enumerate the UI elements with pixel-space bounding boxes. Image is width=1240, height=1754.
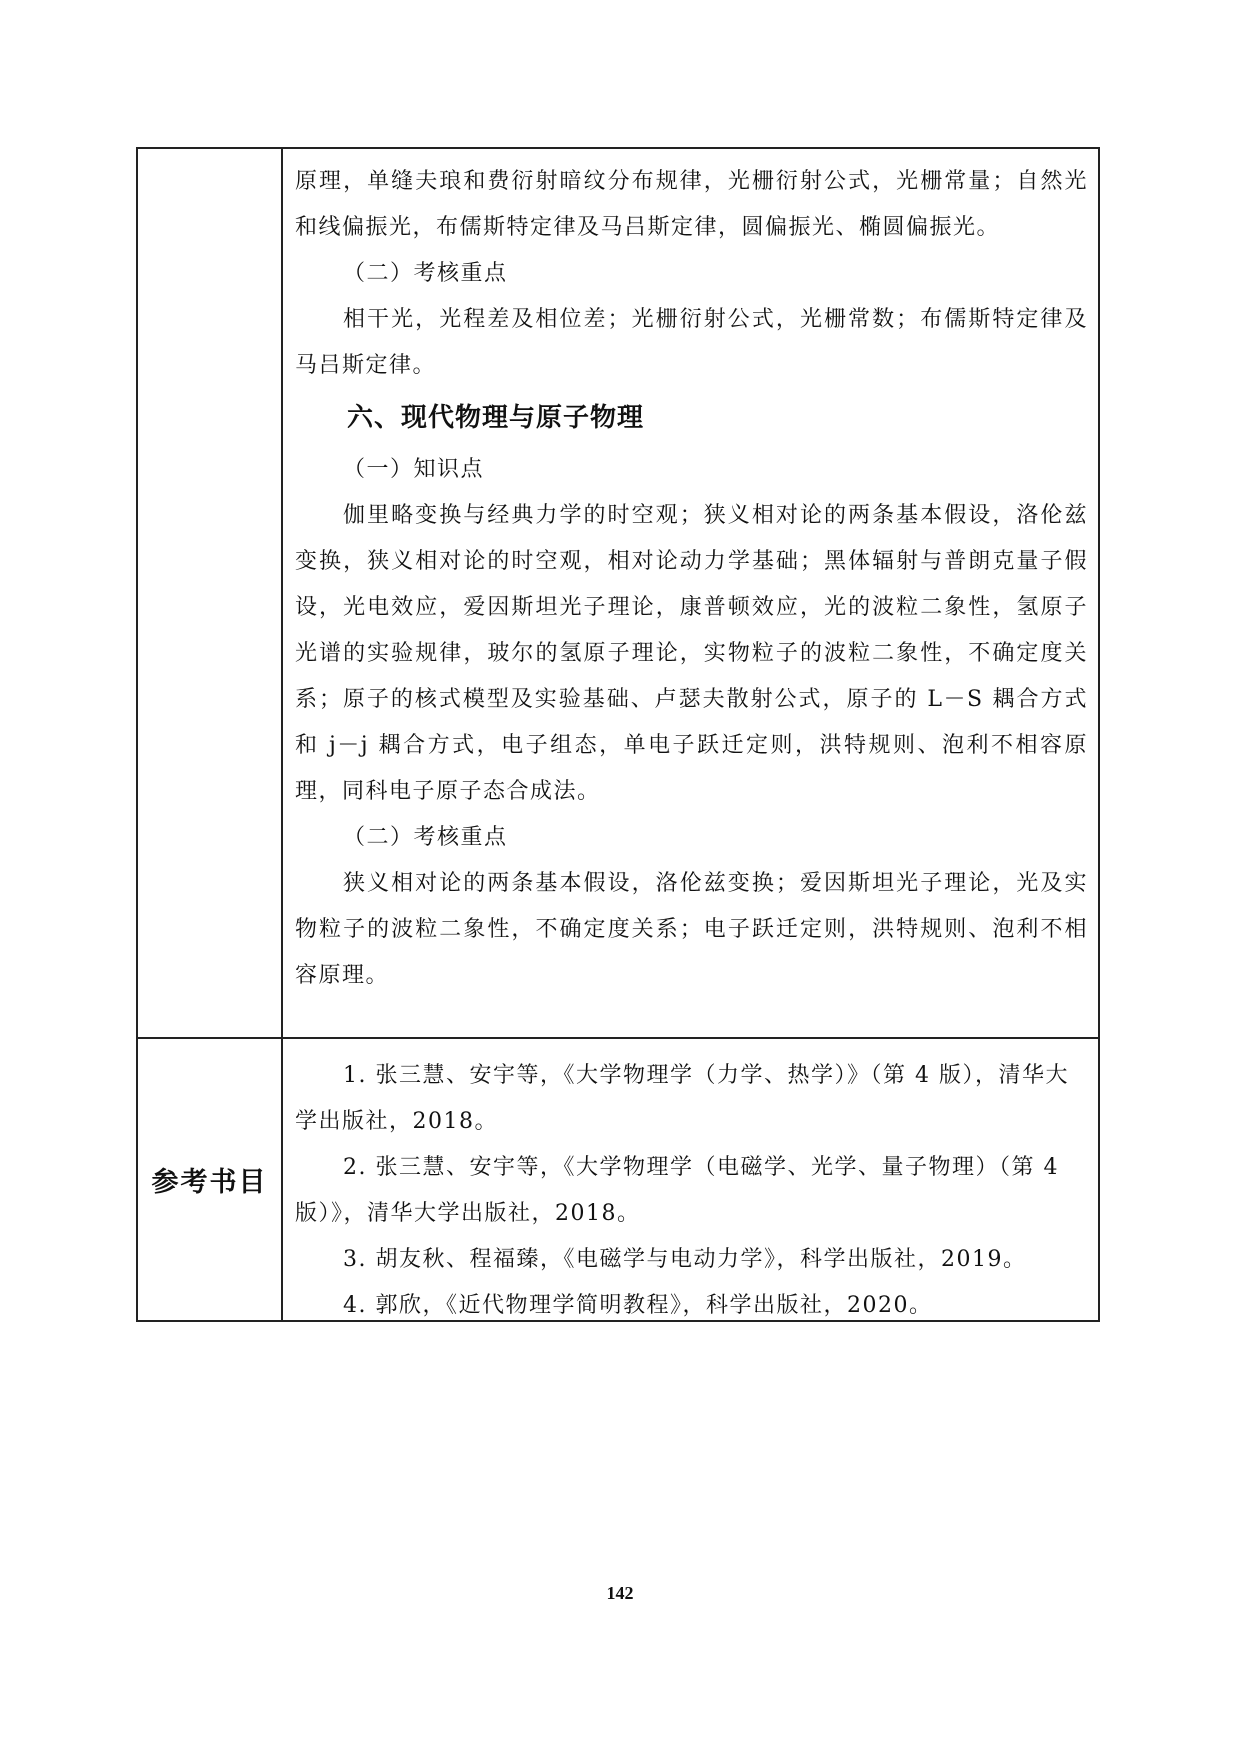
section-assessment-heading: （二）考核重点	[343, 825, 508, 850]
reference-item: 3. 胡友秋、程福臻，《电磁学与电动力学》，科学出版社，2019。	[343, 1247, 1027, 1272]
knowledge-text: 伽里略变换与经典力学的时空观；狭义相对论的两条基本假设，洛伦兹变换，狭义相对论的时空观，相对论动力学基础；黑体辐射与普朗克量子假设，光电效应，爱因斯坦光子理论，康普顿效应，光的波粒二象性，氢原子光谱的实验规律，玻尔的氢原子理论，实物粒子的波粒二象性，不确定度关系；原子的核式模型及实验基础、卢瑟夫散射公式，原子的 L－S 耦合方式和 j－j 耦合方式，电子组态，单电子跃迁定则，洪特规则、泡利不相容原理，同科电子原子态合成法。	[295, 503, 1088, 804]
reference-item: 1. 张三慧、安宇等，《大学物理学（力学、热学）》（第 4 版），清华大学出版社，2018。	[295, 1063, 1069, 1134]
references-label-cell	[138, 1039, 283, 1320]
section-title: 六、现代物理与原子物理	[347, 403, 645, 433]
assessment-heading: （二）考核重点	[343, 261, 508, 286]
content-row	[138, 149, 1098, 1037]
references-label: 参考书目	[151, 1167, 268, 1198]
section-assessment-text: 狭义相对论的两条基本假设，洛伦兹变换；爱因斯坦光子理论，光及实物粒子的波粒二象性，不确定度关系；电子跃迁定则，洪特规则、泡利不相容原理。	[295, 871, 1088, 988]
reference-item: 2. 张三慧、安宇等，《大学物理学（电磁学、光学、量子物理）（第 4 版）》，清华大学出版社，2018。	[295, 1155, 1059, 1226]
content-cell	[283, 149, 1098, 1037]
assessment-text: 相干光，光程差及相位差；光栅衍射公式，光栅常数；布儒斯特定律及马吕斯定律。	[295, 307, 1088, 378]
references-row	[138, 1037, 1098, 1320]
page-number: 142	[606, 1583, 634, 1603]
course-outline-table	[136, 147, 1100, 1322]
reference-item: 4. 郭欣，《近代物理学简明教程》，科学出版社，2020。	[343, 1293, 933, 1318]
empty-label-cell	[138, 149, 283, 1037]
references-cell	[283, 1039, 1098, 1320]
continued-paragraph: 原理，单缝夫琅和费衍射暗纹分布规律，光栅衍射公式，光栅常量；自然光和线偏振光，布儒斯特定律及马吕斯定律，圆偏振光、椭圆偏振光。	[295, 169, 1088, 240]
knowledge-heading: （一）知识点	[343, 457, 485, 482]
